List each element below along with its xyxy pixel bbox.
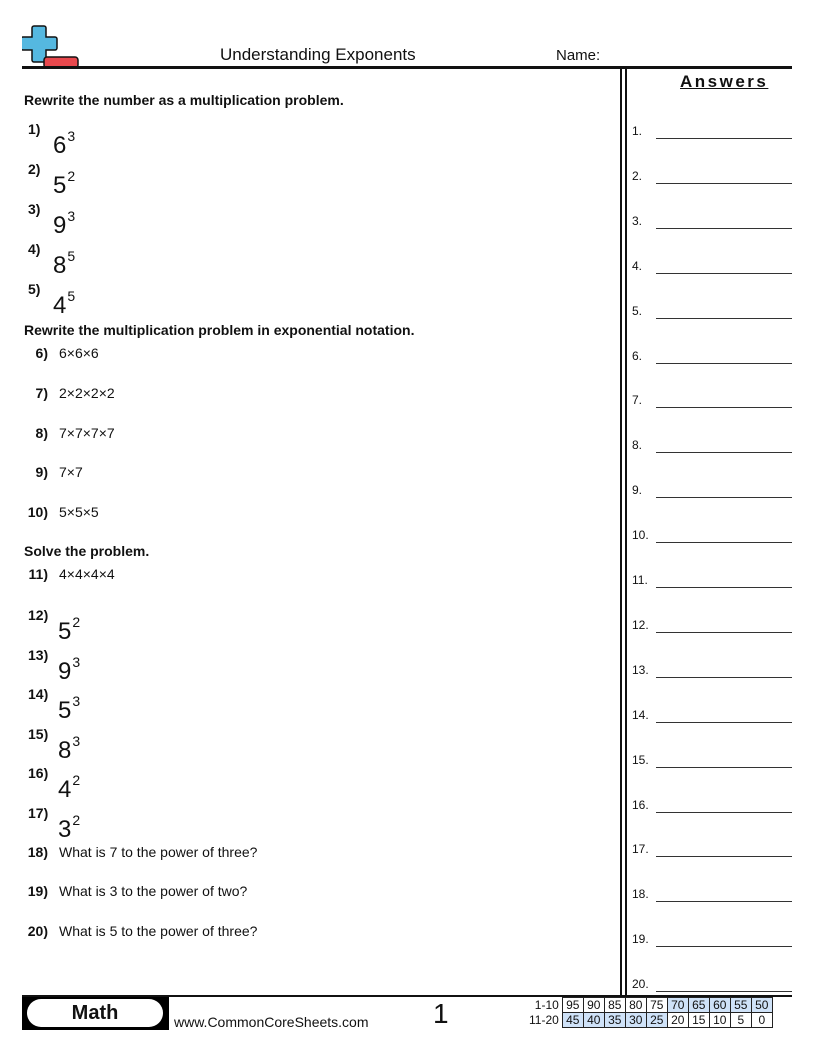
score-cell: 30 [625, 1013, 646, 1028]
question-number: 5) [28, 281, 41, 297]
score-cell: 75 [646, 998, 667, 1013]
question-number: 6) [35, 345, 48, 361]
answer-label: 3. [632, 213, 643, 228]
question-number: 15) [28, 726, 49, 742]
question-number: 17) [28, 805, 49, 821]
expression-base: 4 [58, 776, 72, 803]
question-item [0, 644, 600, 685]
score-cell: 80 [625, 998, 646, 1013]
answer-label: 2. [632, 168, 643, 183]
expression-base: 3 [58, 816, 72, 843]
question-text: 4×4×4×4 [59, 566, 115, 582]
answer-blank[interactable] [656, 767, 792, 768]
answer-label: 5. [632, 303, 643, 318]
exponent-expression [58, 693, 80, 725]
question-item [0, 238, 600, 279]
expression-base: 9 [53, 212, 67, 239]
question-item [0, 462, 600, 492]
question-number: 4) [28, 241, 41, 257]
score-cell: 20 [667, 1013, 688, 1028]
question-number: 12) [28, 607, 49, 623]
answer-blank[interactable] [656, 318, 792, 319]
answer-label: 7. [632, 393, 643, 408]
expression-exponent: 2 [72, 614, 81, 630]
score-cell: 10 [709, 1013, 730, 1028]
column-divider [620, 67, 622, 997]
answer-blank[interactable] [656, 542, 792, 543]
score-cell: 60 [709, 998, 730, 1013]
question-number: 2) [28, 161, 41, 177]
expression-base: 8 [58, 737, 72, 764]
question-item [0, 158, 600, 199]
question-text: What is 5 to the power of three? [59, 923, 258, 939]
question-number: 7) [35, 385, 48, 401]
section-instruction: Rewrite the number as a multiplication problem. [24, 92, 344, 108]
score-cell: 55 [730, 998, 751, 1013]
page-number: 1 [433, 998, 449, 1029]
question-number: 11) [28, 566, 48, 582]
subject-label: Math [27, 999, 163, 1027]
question-number: 20) [27, 923, 48, 939]
question-text: 5×5×5 [59, 504, 99, 520]
score-row-label: 1-10 [534, 998, 559, 1012]
question-text: What is 3 to the power of two? [59, 883, 248, 899]
answer-blank[interactable] [656, 677, 792, 678]
expression-base: 8 [53, 252, 67, 279]
answer-label: 8. [632, 438, 643, 453]
question-item [0, 343, 600, 373]
answer-label: 15. [632, 752, 649, 767]
page-title: Understanding Exponents [220, 45, 416, 64]
exponent-expression [58, 733, 80, 765]
answer-blank[interactable] [656, 587, 792, 588]
answer-label: 11. [632, 573, 648, 587]
question-text: What is 7 to the power of three? [59, 844, 258, 860]
answer-label: 4. [632, 258, 643, 273]
score-cell: 0 [751, 1013, 772, 1028]
exponent-expression [58, 614, 80, 646]
column-divider [625, 67, 627, 997]
expression-exponent: 5 [67, 248, 76, 264]
question-item [0, 881, 600, 911]
expression-exponent: 3 [67, 208, 76, 224]
question-number: 3) [28, 201, 41, 217]
answer-blank[interactable] [656, 497, 792, 498]
answer-blank[interactable] [656, 812, 792, 813]
section-instruction: Rewrite the multiplication problem in exponential notation. [24, 322, 415, 338]
answer-label: 18. [632, 887, 649, 902]
expression-base: 9 [58, 658, 72, 685]
expression-exponent: 3 [72, 733, 81, 749]
score-row [526, 1013, 772, 1028]
name-label: Name: [556, 47, 601, 64]
question-text: 7×7 [59, 464, 83, 480]
score-cell: 35 [604, 1013, 625, 1028]
answers-title: Answers [680, 72, 769, 91]
score-cell: 15 [688, 1013, 709, 1028]
question-item [0, 723, 600, 764]
question-number: 14) [28, 686, 49, 702]
answer-blank[interactable] [656, 183, 792, 184]
exponent-expression [53, 288, 75, 320]
exponent-expression [53, 128, 75, 160]
expression-exponent: 2 [72, 812, 81, 828]
question-number: 1) [28, 121, 41, 137]
score-cell: 95 [562, 998, 583, 1013]
question-item [0, 278, 600, 319]
question-text: 6×6×6 [59, 345, 99, 361]
answer-label: 9. [632, 483, 643, 498]
question-item [0, 118, 600, 159]
answer-label: 10. [632, 528, 649, 543]
answer-blank[interactable] [656, 228, 792, 229]
question-item [0, 564, 600, 594]
header-divider [22, 66, 792, 69]
score-cell: 40 [583, 1013, 604, 1028]
answer-blank[interactable] [656, 138, 792, 139]
question-item [0, 921, 600, 951]
answer-blank[interactable] [656, 901, 792, 902]
section-instruction: Solve the problem. [24, 543, 150, 559]
score-cell: 45 [562, 1013, 583, 1028]
question-number: 18) [27, 844, 48, 860]
question-number: 16) [28, 765, 49, 781]
expression-base: 6 [53, 132, 67, 159]
question-text: 2×2×2×2 [59, 385, 115, 401]
expression-exponent: 5 [67, 288, 76, 304]
score-cell: 70 [667, 998, 688, 1013]
expression-exponent: 2 [67, 168, 76, 184]
score-cell: 90 [583, 998, 604, 1013]
exponent-expression [53, 208, 75, 240]
answer-label: 20. [632, 977, 649, 992]
score-table [526, 997, 773, 1028]
answer-blank[interactable] [656, 452, 792, 453]
score-cell: 85 [604, 998, 625, 1013]
answer-label: 19. [632, 932, 649, 947]
logo-icon [22, 24, 80, 70]
answer-blank[interactable] [656, 856, 792, 857]
expression-exponent: 3 [72, 654, 81, 670]
question-item [0, 502, 600, 532]
expression-exponent: 3 [72, 693, 81, 709]
answer-blank[interactable] [656, 991, 792, 992]
expression-base: 5 [53, 172, 67, 199]
answer-label: 6. [632, 348, 643, 363]
exponent-expression [53, 248, 75, 280]
question-item [0, 423, 600, 453]
expression-base: 5 [58, 697, 72, 724]
question-item [0, 198, 600, 239]
question-text: 7×7×7×7 [59, 425, 115, 441]
score-cell: 5 [730, 1013, 751, 1028]
answer-blank[interactable] [656, 946, 792, 947]
score-cell: 25 [646, 1013, 667, 1028]
expression-exponent: 2 [72, 772, 81, 788]
answer-label: 1. [632, 124, 643, 138]
question-item [0, 762, 600, 803]
answer-blank[interactable] [656, 407, 792, 408]
question-number: 13) [28, 647, 49, 663]
answer-blank[interactable] [656, 722, 792, 723]
score-cell: 65 [688, 998, 709, 1013]
question-number: 8) [35, 425, 48, 441]
expression-base: 4 [53, 292, 67, 319]
question-number: 10) [27, 504, 48, 520]
score-row-label: 11-20 [529, 1013, 559, 1027]
question-number: 9) [35, 464, 48, 480]
website-url: www.CommonCoreSheets.com [174, 1014, 369, 1030]
score-row [526, 998, 772, 1013]
question-item [0, 383, 600, 413]
exponent-expression [58, 654, 80, 686]
exponent-expression [58, 772, 80, 804]
question-item [0, 802, 600, 843]
answer-label: 12. [632, 617, 649, 632]
answer-label: 17. [632, 842, 649, 857]
answer-blank[interactable] [656, 363, 792, 364]
expression-exponent: 3 [67, 128, 76, 144]
question-number: 19) [27, 883, 48, 899]
answer-blank[interactable] [656, 273, 792, 274]
question-item [0, 604, 600, 645]
answer-label: 13. [632, 662, 649, 677]
score-cell: 50 [751, 998, 772, 1013]
exponent-expression [53, 168, 75, 200]
answer-blank[interactable] [656, 632, 792, 633]
exponent-expression [58, 812, 80, 844]
answer-label: 14. [632, 707, 649, 722]
answer-label: 16. [632, 797, 649, 812]
question-item [0, 842, 600, 872]
question-item [0, 683, 600, 724]
expression-base: 5 [58, 618, 72, 645]
